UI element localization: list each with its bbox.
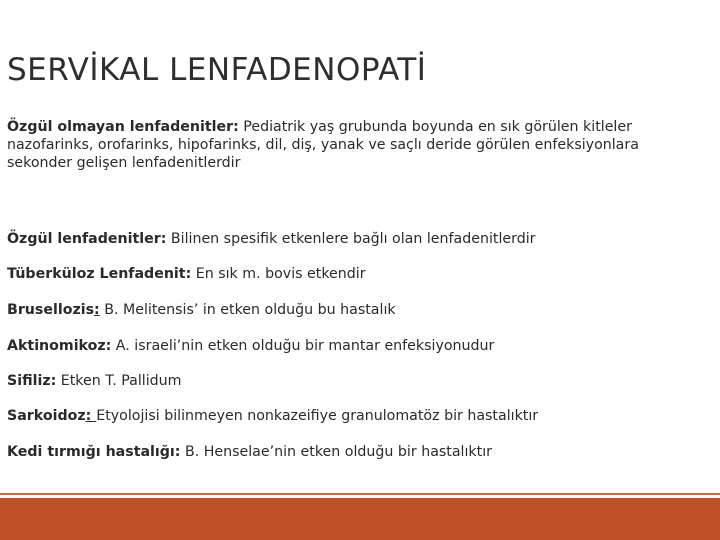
list-item-term: Tüberküloz Lenfadenit: — [7, 266, 192, 282]
list-item-term: Kedi tırmığı hastalığı: — [7, 444, 181, 460]
footer-divider — [0, 493, 720, 495]
list-item-term: Özgül lenfadenitler: — [7, 231, 167, 247]
list-item-sifiliz — [7, 373, 182, 389]
paragraph-term: Özgül olmayan lenfadenitler: — [7, 119, 239, 135]
list-item-text: Bilinen spesifik etkenlere bağlı olan lenfadenitlerdir — [166, 231, 536, 247]
list-item-text: En sık m. bovis etkendir — [191, 266, 366, 282]
list-item-tuberkuloz — [7, 266, 366, 282]
list-item-ozgul — [7, 231, 536, 247]
footer-accent-bar — [0, 498, 720, 540]
list-item-aktinomikoz — [7, 338, 494, 354]
list-item-separator: : — [85, 408, 97, 424]
list-item-separator: : — [94, 302, 100, 318]
list-item-term: Sarkoidoz — [7, 408, 86, 424]
paragraph-text: Pediatrik yaş grubunda boyunda en sık görülen kitleler nazofarinks, orofarinks, hipofarinks, dil, diş, yanak ve saçlı deride görülen enfeksiyonlara sekonder gelişen lenfadenitlerdir — [7, 119, 639, 171]
paragraph-nonspecific-lymphadenitis — [7, 118, 667, 172]
list-item-text: B. Henselae’nin etken olduğu bir hastalıktır — [180, 444, 492, 460]
list-item-text: B. Melitensis’ in etken olduğu bu hastalık — [99, 302, 396, 318]
list-item-kedi-tirmigi — [7, 444, 492, 460]
list-item-text: A. israeli’nin etken olduğu bir mantar enfeksiyonudur — [111, 338, 495, 354]
list-item-term: Aktinomikoz: — [7, 338, 112, 354]
list-item-term: Sifiliz: — [7, 373, 57, 389]
list-item-text: Etken T. Pallidum — [56, 373, 182, 389]
list-item-term: Brusellozis — [7, 302, 95, 318]
list-item-sarkoidoz — [7, 408, 538, 424]
list-item-text: Etyolojisi bilinmeyen nonkazeifiye granulomatöz bir hastalıktır — [96, 408, 539, 424]
list-item-brusellozis — [7, 302, 396, 318]
slide-title: SERVİKAL LENFADENOPATİ — [7, 52, 427, 88]
